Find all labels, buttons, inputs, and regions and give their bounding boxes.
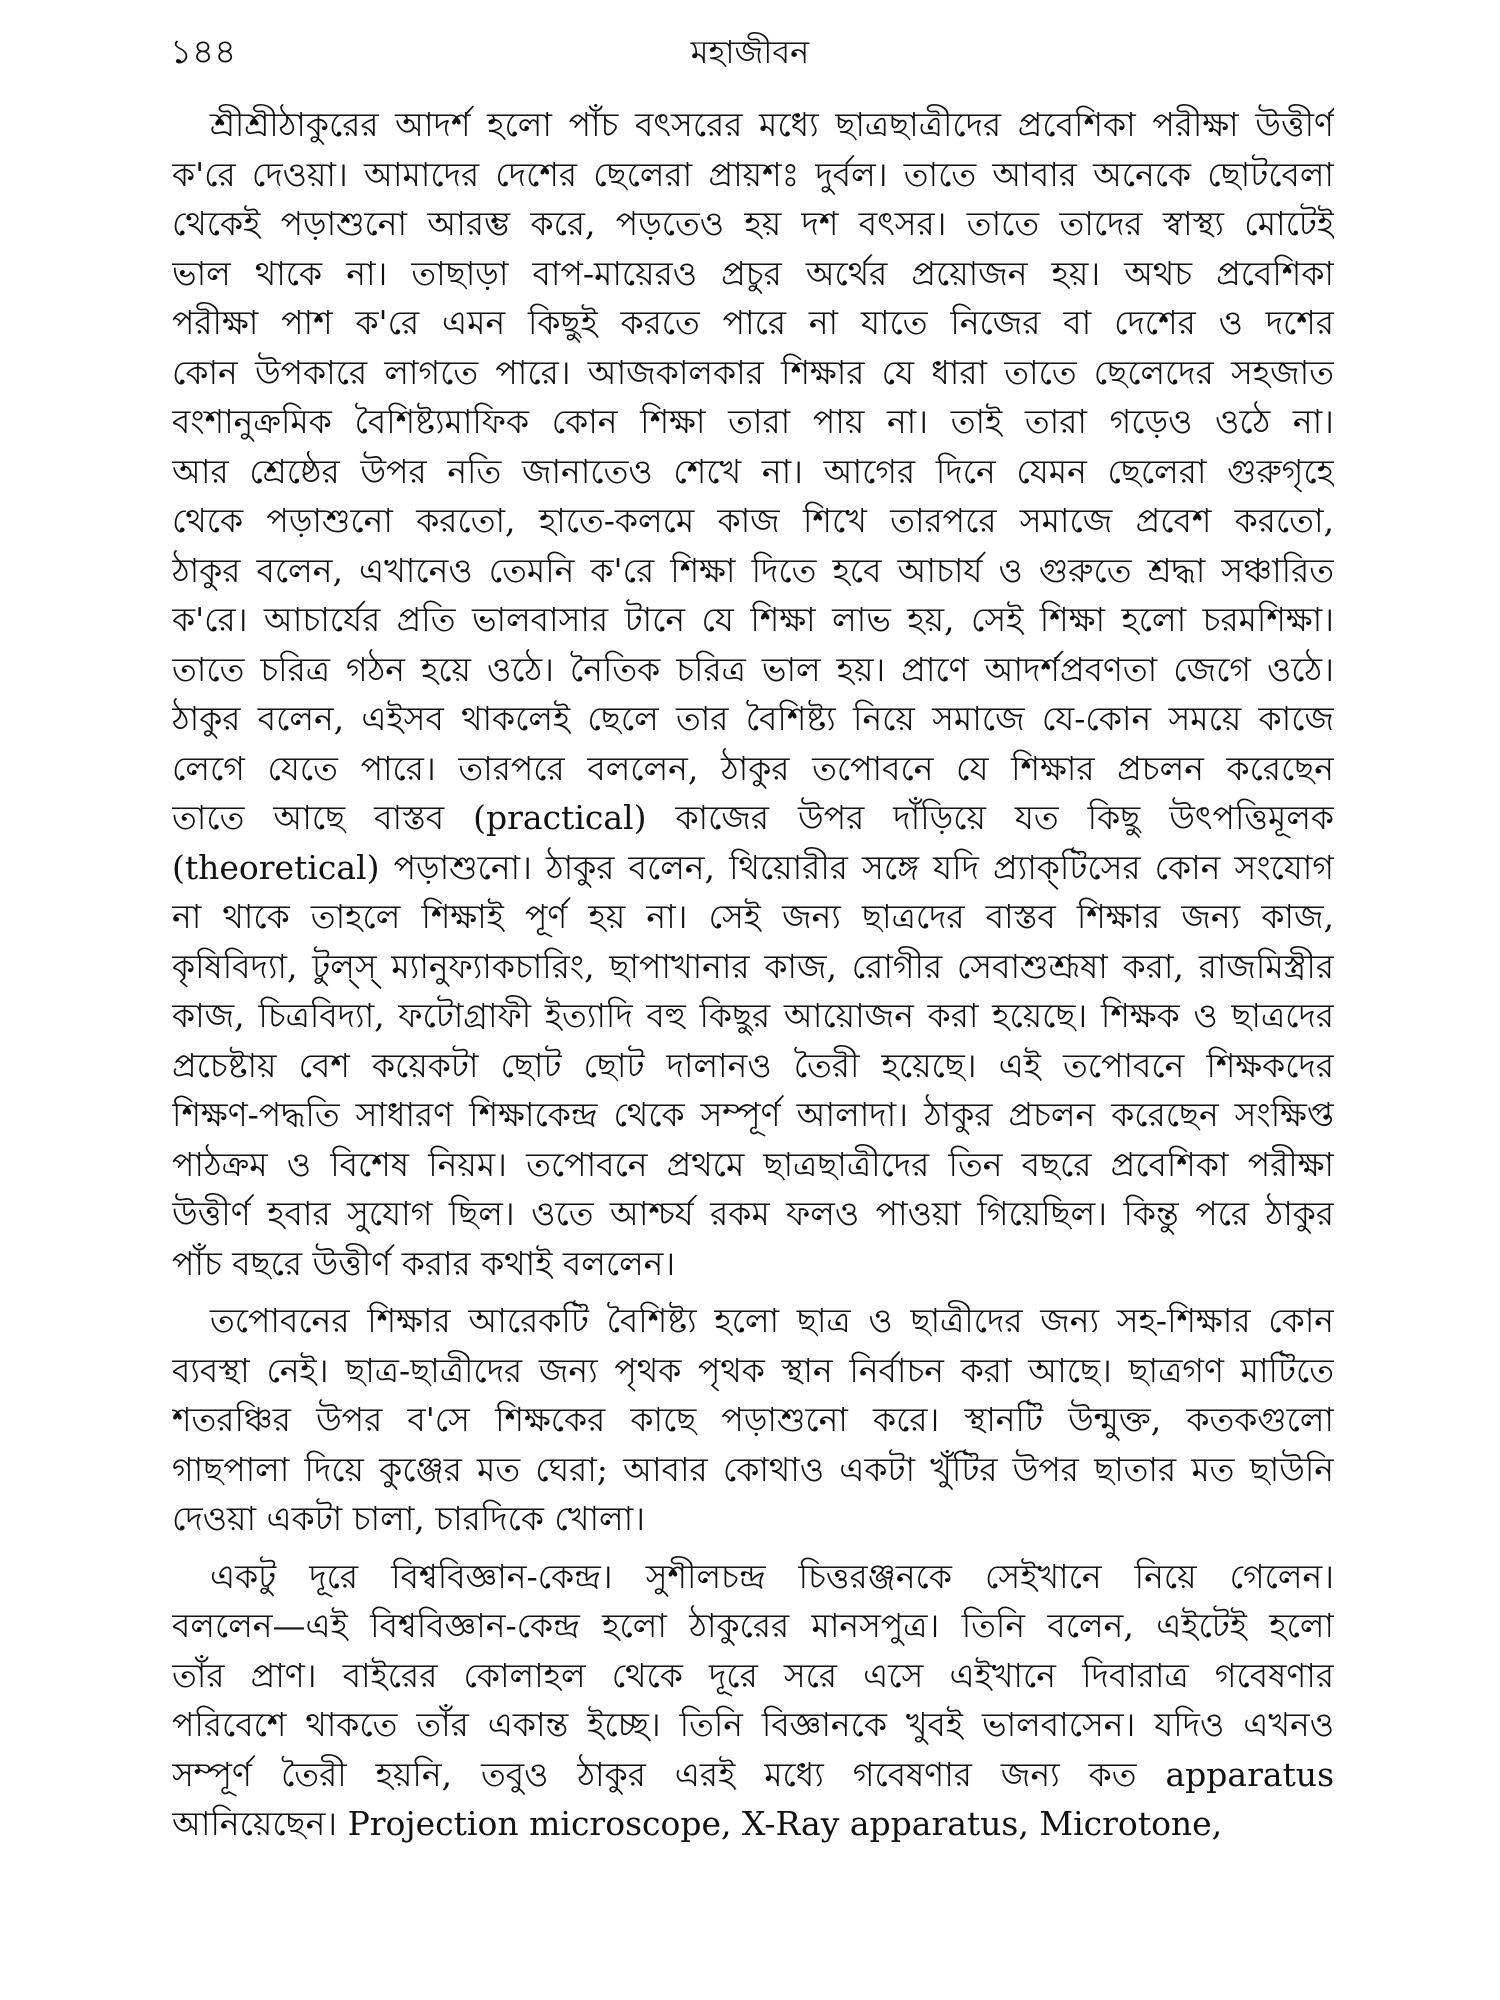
body-text <box>172 100 1334 1849</box>
text-line: ক'রে দেওয়া। আমাদের দেশের ছেলেরা প্রায়শঃ দুর্বল। তাতে আবার অনেকে ছোটবেলা <box>172 154 1334 194</box>
text-line: আনিয়েছেন। Projection microscope, X-Ray apparatus, Microtone, <box>172 1804 1223 1843</box>
text-line: তাতে আছে বাস্তব (practical) কাজের উপর দাঁড়িয়ে যত কিছু উৎপত্তিমূলক <box>172 798 1334 837</box>
text-line: দেওয়া একটা চালা, চারদিকে খোলা। <box>172 1499 645 1538</box>
paragraph <box>172 1296 1334 1544</box>
text-line: আর শ্রেষ্ঠের উপর নতি জানাতেও শেখে না। আগের দিনে যেমন ছেলেরা গুরুগৃহে <box>172 451 1334 491</box>
text-line: ঠাকুর বলেন, এইসব থাকলেই ছেলে তার বৈশিষ্ট্য নিয়ে সমাজে যে-কোন সময়ে কাজে <box>172 699 1334 738</box>
text-line: গাছপালা দিয়ে কুঞ্জের মত ঘেরা; আবার কোথাও একটা খুঁটির উপর ছাতার মত ছাউনি <box>172 1449 1334 1489</box>
paragraph <box>172 1552 1334 1849</box>
text-line: তাতে চরিত্র গঠন হয়ে ওঠে। নৈতিক চরিত্র ভাল হয়। প্রাণে আদর্শপ্রবণতা জেগে ওঠে। <box>172 649 1334 689</box>
text-line: পরিবেশে থাকতে তাঁর একান্ত ইচ্ছে। তিনি বিজ্ঞানকে খুবই ভালবাসেন। যদিও এখনও <box>172 1705 1334 1744</box>
paragraph-gap <box>172 1288 1334 1296</box>
text-line: কাজ, চিত্রবিদ্যা, ফটোগ্রাফী ইত্যাদি বহু কিছুর আয়োজন করা হয়েছে। শিক্ষক ও ছাত্রদের <box>172 996 1334 1035</box>
paragraph-gap <box>172 1544 1334 1552</box>
text-line: ঠাকুর বলেন, এখানেও তেমনি ক'রে শিক্ষা দিতে হবে আচার্য ও গুরুতে শ্রদ্ধা সঞ্চারিত <box>172 550 1334 590</box>
running-title: মহাজীবন <box>690 33 810 71</box>
text-line: লেগে যেতে পারে। তারপরে বললেন, ঠাকুর তপোবনে যে শিক্ষার প্রচলন করেছেন <box>172 748 1334 788</box>
text-line: প্রচেষ্টায় বেশ কয়েকটা ছোট ছোট দালানও তৈরী হয়েছে। এই তপোবনে শিক্ষকদের <box>172 1045 1334 1085</box>
text-line: ব্যবস্থা নেই। ছাত্র-ছাত্রীদের জন্য পৃথক পৃথক স্থান নির্বাচন করা আছে। ছাত্রগণ মাটিতে <box>172 1350 1334 1390</box>
page-number: ১৪৪ <box>170 32 237 72</box>
text-line: পাঁচ বছরে উত্তীর্ণ করার কথাই বললেন। <box>172 1243 676 1283</box>
text-line: থেকে পড়াশুনো করতো, হাতে-কলমে কাজ শিখে তারপরে সমাজে প্রবেশ করতো, <box>172 501 1334 540</box>
text-line: শতরঞ্চির উপর ব'সে শিক্ষকের কাছে পড়াশুনো করে। স্থানটি উন্মুক্ত, কতকগুলো <box>172 1400 1334 1439</box>
text-line: কৃষিবিদ্যা, টুল্‌স্ ম্যানুফ্যাকচারিং, ছাপাখানার কাজ, রোগীর সেবাশুশ্রূষা করা, রাজমিস্ত্রীর <box>172 946 1334 986</box>
text-line: পরীক্ষা পাশ ক'রে এমন কিছুই করতে পারে না যাতে নিজের বা দেশের ও দশের <box>172 303 1334 342</box>
text-line: বংশানুক্রমিক বৈশিষ্ট্যমাফিক কোন শিক্ষা তারা পায় না। তাই তারা গড়েও ওঠে না। <box>172 402 1334 441</box>
text-line: ভাল থাকে না। তাছাড়া বাপ-মায়েরও প্রচুর অর্থের প্রয়োজন হয়। অথচ প্রবেশিকা <box>172 253 1334 293</box>
text-line: ক'রে। আচার্যের প্রতি ভালবাসার টানে যে শিক্ষা লাভ হয়, সেই শিক্ষা হলো চরমশিক্ষা। <box>172 600 1334 639</box>
text-line: শ্রীশ্রীঠাকুরের আদর্শ হলো পাঁচ বৎসরের মধ্যে ছাত্রছাত্রীদের প্রবেশিকা পরীক্ষা উত্তীর্ণ <box>210 105 1334 144</box>
text-line: থেকেই পড়াশুনো আরম্ভ করে, পড়তেও হয় দশ বৎসর। তাতে তাদের স্বাস্থ্য মোটেই <box>172 204 1334 243</box>
text-line: শিক্ষণ-পদ্ধতি সাধারণ শিক্ষাকেন্দ্র থেকে সম্পূর্ণ আলাদা। ঠাকুর প্রচলন করেছেন সংক্ষিপ্ত <box>172 1095 1334 1134</box>
text-line: বললেন—এই বিশ্ববিজ্ঞান-কেন্দ্র হলো ঠাকুরের মানসপুত্র। তিনি বলেন, এইটেই হলো <box>172 1606 1334 1645</box>
text-line: পাঠক্রম ও বিশেষ নিয়ম। তপোবনে প্রথমে ছাত্রছাত্রীদের তিন বছরে প্রবেশিকা পরীক্ষা <box>172 1144 1334 1184</box>
text-line: তপোবনের শিক্ষার আরেকটি বৈশিষ্ট্য হলো ছাত্র ও ছাত্রীদের জন্য সহ-শিক্ষার কোন <box>210 1301 1334 1340</box>
text-line: সম্পূর্ণ তৈরী হয়নি, তবুও ঠাকুর এরই মধ্যে গবেষণার জন্য কত apparatus <box>172 1754 1334 1794</box>
text-line: তাঁর প্রাণ। বাইরের কোলাহল থেকে দূরে সরে এসে এইখানে দিবারাত্র গবেষণার <box>172 1655 1334 1695</box>
text-line: একটু দূরে বিশ্ববিজ্ঞান-কেন্দ্র। সুশীলচন্দ্র চিত্তরঞ্জনকে সেইখানে নিয়ে গেলেন। <box>210 1556 1334 1596</box>
text-line: না থাকে তাহলে শিক্ষাই পূর্ণ হয় না। সেই জন্য ছাত্রদের বাস্তব শিক্ষার জন্য কাজ, <box>172 897 1334 936</box>
paragraph <box>172 100 1334 1288</box>
text-line: কোন উপকারে লাগতে পারে। আজকালকার শিক্ষার যে ধারা তাতে ছেলেদের সহজাত <box>172 352 1334 392</box>
text-line: (theoretical) পড়াশুনো। ঠাকুর বলেন, থিয়োরীর সঙ্গে যদি প্র্যাক্‌টিসের কোন সংযোগ <box>172 847 1334 887</box>
text-line: উত্তীর্ণ হবার সুযোগ ছিল। ওতে আশ্চর্য রকম ফলও পাওয়া গিয়েছিল। কিন্তু পরে ঠাকুর <box>172 1194 1334 1233</box>
page-header <box>170 22 1330 92</box>
